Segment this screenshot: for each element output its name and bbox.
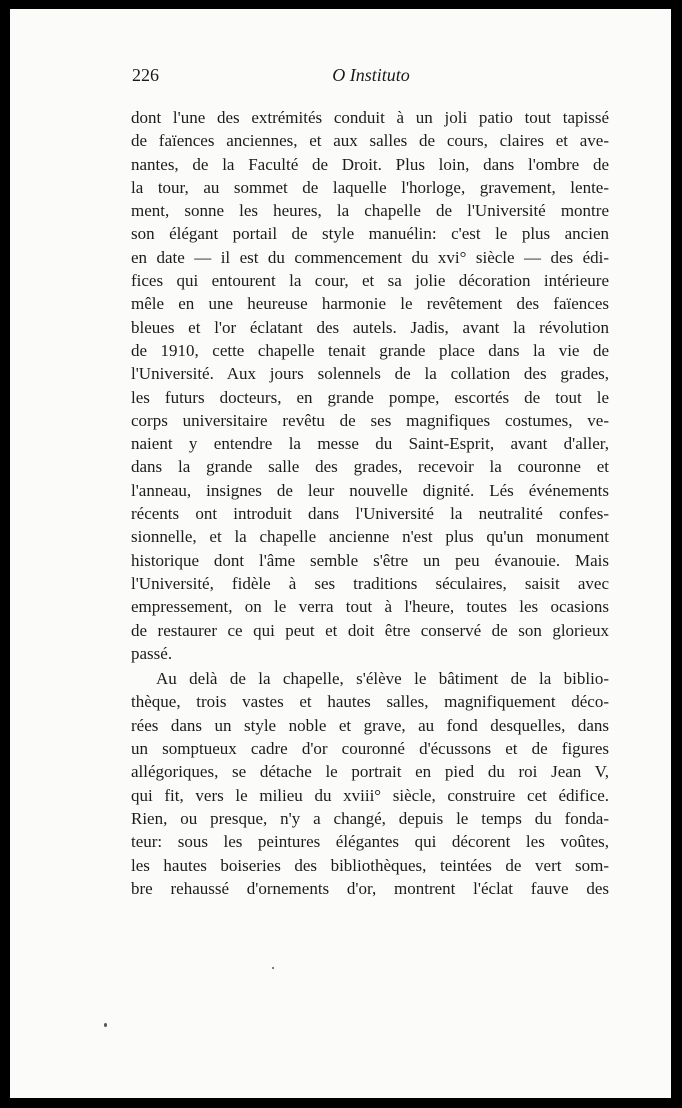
text-line: passé. <box>131 643 173 663</box>
text-line: thèque, trois vastes et hautes salles, magnifiquement déco- <box>131 692 609 712</box>
text-line: historique dont l'âme semble s'être un peu évanouie. Mais <box>131 550 609 570</box>
text-line: Rien, ou presque, n'y a changé, depuis le temps du fonda- <box>131 808 609 828</box>
text-line: Au delà de la chapelle, s'élève le bâtiment de la biblio- <box>156 669 609 689</box>
text-line: récents ont introduit dans l'Université la neutralité confes- <box>131 504 609 524</box>
paper-speck <box>104 1023 107 1027</box>
text-line: en date — il est du commencement du xvi° siècle — des édi- <box>131 247 609 267</box>
text-line: les futurs docteurs, en grande pompe, escortés de tout le <box>131 387 609 407</box>
text-line: la tour, au sommet de laquelle l'horloge, gravement, lente- <box>131 177 609 197</box>
text-line: dont l'une des extrémités conduit à un joli patio tout tapissé <box>131 108 609 127</box>
running-title: O Instituto <box>332 65 410 85</box>
text-line: de 1910, cette chapelle tenait grande place dans la vie de <box>131 340 609 360</box>
text-line: ment, sonne les heures, la chapelle de l'Université montre <box>131 201 609 221</box>
text-line: teur: sous les peintures élégantes qui décorent les voûtes, <box>131 832 609 852</box>
text-line: mêle en une heureuse harmonie le revêtement des faïences <box>131 294 609 314</box>
text-line: allégoriques, se détache le portrait en pied du roi Jean V, <box>131 762 609 782</box>
page-header <box>132 65 610 95</box>
text-line: qui fit, vers le milieu du xviii° siècle, construire cet édifice. <box>131 785 609 805</box>
text-line: rées dans un style noble et grave, au fond desquelles, dans <box>131 715 609 735</box>
paragraph-2 <box>131 667 609 900</box>
text-line: de restaurer ce qui peut et doit être conservé de son glorieux <box>131 620 609 640</box>
text-line: son élégant portail de style manuélin: c'est le plus ancien <box>131 224 609 244</box>
text-line: corps universitaire revêtu de ses magnifiques costumes, ve- <box>131 410 609 430</box>
text-line: un somptueux cadre d'or couronné d'écussons et de figures <box>131 739 609 759</box>
text-line: empressement, on le verra tout à l'heure, toutes les ocasions <box>131 597 609 617</box>
text-line: sionnelle, et la chapelle ancienne n'est plus qu'un monument <box>131 527 609 547</box>
book-page <box>10 9 671 1098</box>
page-number: 226 <box>132 65 159 85</box>
text-line: les hautes boiseries des bibliothèques, teintées de vert som- <box>131 855 609 875</box>
text-line: nantes, de la Faculté de Droit. Plus loin, dans l'ombre de <box>131 154 609 174</box>
paragraph-1 <box>131 106 609 665</box>
body-text <box>131 106 609 900</box>
text-line: dans la grande salle des grades, recevoir la couronne et <box>131 457 609 477</box>
text-line: bleues et l'or éclatant des autels. Jadis, avant la révolution <box>131 317 609 337</box>
paper-speck <box>272 967 274 969</box>
text-line: l'Université, fidèle à ses traditions séculaires, saisit avec <box>131 573 609 593</box>
text-line: bre rehaussé d'ornements d'or, montrent l'éclat fauve des <box>131 878 609 898</box>
text-line: fices qui entourent la cour, et sa jolie décoration intérieure <box>131 271 609 291</box>
text-line: naient y entendre la messe du Saint-Esprit, avant d'aller, <box>131 434 609 454</box>
text-line: l'anneau, insignes de leur nouvelle dignité. Lés événements <box>131 480 609 500</box>
text-line: l'Université. Aux jours solennels de la collation des grades, <box>131 364 609 384</box>
text-line: de faïences anciennes, et aux salles de cours, claires et ave- <box>131 131 609 151</box>
